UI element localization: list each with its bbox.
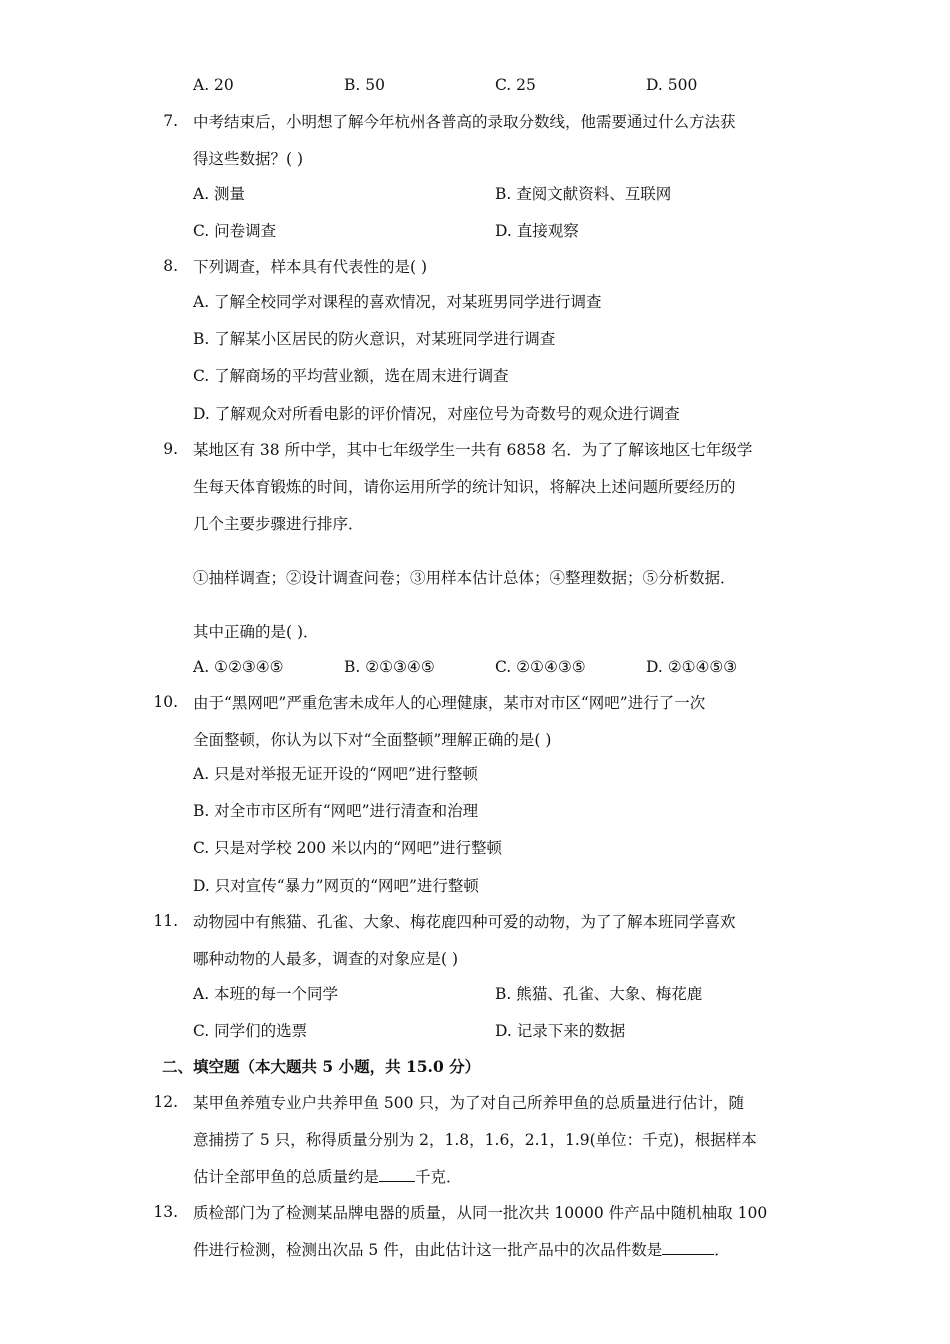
question-text (193, 1240, 730, 1260)
question-text: 某地区有 38 所中学，其中七年级学生一共有 6858 名．为了了解该地区七年级学 (193, 441, 753, 459)
question-text: 下列调查，样本具有代表性的是( ) (193, 258, 428, 276)
question-text: 质检部门为了检测某品牌电器的质量，从同一批次共 10000 件产品中随机柚取 100 (193, 1204, 768, 1222)
question-text: 生每天体育锻炼的时间，请你运用所学的统计知识，将解决上述问题所要经历的 (193, 478, 736, 496)
question-text (193, 1167, 462, 1187)
text-before-blank: 件进行检测，检测出次品 5 件，由此估计这一批产品中的次品件数是 (193, 1241, 663, 1259)
q10-option-c: C. 只是对学校 200 米以内的“网吧”进行整顿 (193, 839, 502, 857)
question-number: 12. (153, 1093, 178, 1111)
question-text: 哪种动物的人最多，调查的对象应是( ) (193, 950, 459, 968)
q9-question: 其中正确的是( )． (193, 623, 319, 641)
question-number: 13. (153, 1203, 178, 1221)
q9-steps: ①抽样调查；②设计调查问卷；③用样本估计总体；④整理数据；⑤分析数据． (193, 569, 736, 587)
q6-option-c: C. 25 (495, 76, 536, 94)
q9-option-d: D. ②①④⑤③ (646, 658, 738, 676)
q11-option-c: C. 同学们的选票 (193, 1022, 308, 1040)
q7-option-a: A. 测量 (193, 185, 246, 203)
question-text: 中考结束后，小明想了解今年杭州各普高的录取分数线，他需要通过什么方法获 (193, 113, 736, 131)
text-before-blank: 估计全部甲鱼的总质量约是 (193, 1168, 380, 1186)
question-text: 由于“黑网吧”严重危害未成年人的心理健康，某市对市区“网吧”进行了一次 (193, 694, 706, 712)
question-number: 7. (163, 112, 178, 130)
q11-option-b: B. 熊猫、孔雀、大象、梅花鹿 (495, 985, 703, 1003)
q6-option-d: D. 500 (646, 76, 698, 94)
q10-option-d: D. 只对宣传“暴力”网页的“网吧”进行整顿 (193, 877, 479, 895)
q10-option-b: B. 对全市市区所有“网吧”进行清查和治理 (193, 802, 479, 820)
q6-option-b: B. 50 (344, 76, 385, 94)
q6-option-a: A. 20 (193, 76, 234, 94)
q11-option-a: A. 本班的每一个同学 (193, 985, 339, 1003)
q7-option-d: D. 直接观察 (495, 222, 579, 240)
answer-blank[interactable] (662, 1240, 714, 1255)
question-text: 得这些数据？( ) (193, 150, 304, 168)
q8-option-c: C. 了解商场的平均营业额，选在周末进行调查 (193, 367, 509, 385)
question-text: 意捕捞了 5 只，称得质量分别为 2，1.8，1.6，2.1，1.9(单位：千克)，根据样本 (193, 1131, 757, 1149)
question-text: 某甲鱼养殖专业户共养甲鱼 500 只，为了对自己所养甲鱼的总质量进行估计，随 (193, 1094, 744, 1112)
section-heading: 二、填空题（本大题共 5 小题，共 15.0 分） (162, 1057, 481, 1076)
text-after-blank: ． (714, 1241, 730, 1259)
q10-option-a: A. 只是对举报无证开设的“网吧”进行整顿 (193, 765, 478, 783)
question-number: 8. (163, 257, 178, 275)
question-text: 几个主要步骤进行排序． (193, 515, 364, 533)
question-text: 全面整顿，你认为以下对“全面整顿”理解正确的是( ) (193, 731, 552, 749)
q8-option-d: D. 了解观众对所看电影的评价情况，对座位号为奇数号的观众进行调查 (193, 405, 680, 423)
q11-option-d: D. 记录下来的数据 (495, 1022, 626, 1040)
question-number: 9. (163, 440, 178, 458)
question-text: 动物园中有熊猫、孔雀、大象、梅花鹿四种可爱的动物，为了了解本班同学喜欢 (193, 913, 736, 931)
q8-option-a: A. 了解全校同学对课程的喜欢情况，对某班男同学进行调查 (193, 293, 602, 311)
q9-option-a: A. ①②③④⑤ (193, 658, 284, 676)
text-after-blank: 千克． (415, 1168, 462, 1186)
question-number: 10. (153, 693, 178, 711)
q9-option-c: C. ②①④③⑤ (495, 658, 586, 676)
q7-option-b: B. 查阅文献资料、互联网 (495, 185, 672, 203)
question-number: 11. (153, 912, 178, 930)
answer-blank[interactable] (379, 1167, 415, 1182)
q8-option-b: B. 了解某小区居民的防火意识，对某班同学进行调查 (193, 330, 556, 348)
q9-option-b: B. ②①③④⑤ (344, 658, 435, 676)
q7-option-c: C. 问卷调查 (193, 222, 277, 240)
